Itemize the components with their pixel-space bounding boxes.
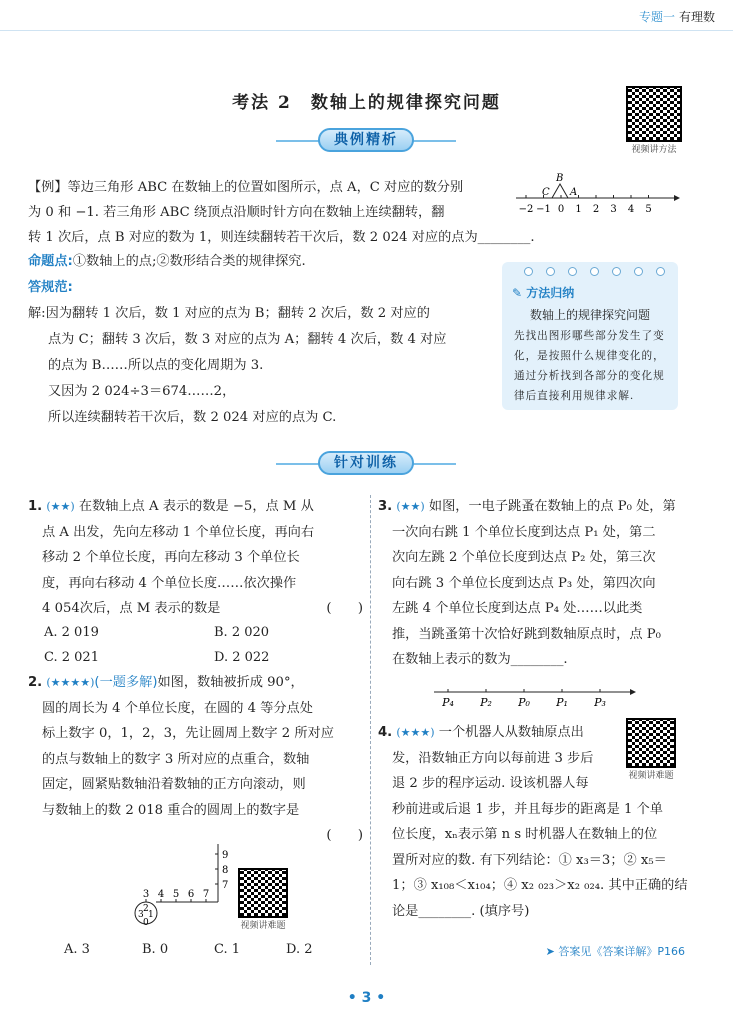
q4-line-2: 发，沿数轴正方向以每前进 3 步后 [392,750,594,766]
q4-line-5: 位长度，xₙ表示第 n s 时机器人在数轴上的位 [392,827,658,842]
h-axis-tick-label: 3 [142,889,150,900]
v-axis-tick-label: 7 [222,880,229,891]
axis-tick-label: 5 [645,204,652,215]
q4-number: 4. [378,725,393,740]
q3-line-6: 推，当跳蚤第十次恰好跳到数轴原点时，点 P₀ [392,626,661,642]
q1-line-2: 点 A 出发，先向左移动 1 个单位长度，再向右 [42,524,315,540]
q2-option-b[interactable]: B. 0 [142,942,169,957]
question-1 [28,494,363,622]
qr-code-icon [626,718,676,768]
q1-line-4: 度，再向右移动 4 个单位长度……依次操作 [42,575,297,591]
axis-tick-label: 1 [575,204,582,215]
qr-method[interactable] [626,86,682,155]
circle-digit-1: 1 [148,910,154,920]
q2-option-d[interactable]: D. 2 [286,942,313,957]
q3-number-line-figure [430,682,640,712]
topic-header [639,8,715,25]
q2-line-2: 圆的周长为 4 个单位长度，在圆的 4 等分点处 [42,700,313,716]
q2-line-1: 如图，数轴被折成 90°， [157,675,304,690]
solution-line-3: 的点为 B……所以点的变化周期为 3. [48,358,264,373]
q2-folded-axis-figure [126,842,232,938]
q1-line-5-row [28,596,363,622]
axis-tick-label: −1 [536,204,551,215]
q2-tag: (一题多解) [94,675,158,690]
q2-stars: (★★★★) [46,676,95,689]
q3-number: 3. [378,499,393,514]
solution-line-5: 所以连续翻转若干次后，数 2 024 对应的点为 C. [48,410,337,425]
q1-line-5: 4 054次后，点 M 表示的数是 [42,601,221,616]
ring-icon [524,267,533,276]
q1-number: 1. [28,499,43,514]
q3-line-3: 次向左跳 2 个单位长度到达点 P₂ 处，第三次 [392,550,656,565]
page-number-value: 3 [361,990,372,1006]
question-2 [28,670,363,849]
v-axis-tick-label: 9 [222,850,229,861]
h-axis-tick-label: 5 [172,889,180,900]
point-label: P₀ [518,696,530,709]
triangle-abc [552,184,568,198]
q2-line-6: 与数轴上的数 2 018 重合的圆周上的数字是 [42,802,300,818]
q3-line-7: 在数轴上表示的数为________. [392,652,568,667]
example-line-3: 转 1 次后，点 B 对应的数为 1，则连续翻转若干次后，数 2 024 对应的点为________. [28,230,535,245]
q4-line-1: 一个机器人从数轴原点出 [438,725,584,740]
point-label: P₂ [480,696,492,709]
q3-stars: (★★) [396,500,425,513]
ring-icon [568,267,577,276]
qr-label: 视频讲难题 [628,771,674,781]
section-title-examples: 典例精析 [318,128,414,152]
ring-icon [612,267,621,276]
page-title: 考法 2 数轴上的规律探究问题 [232,93,501,113]
label-b: B [556,173,564,184]
example-line-2: 为 0 和 −1. 若三角形 ABC 绕顶点沿顺时针方向在数轴上连续翻转，翻 [28,205,445,220]
method-head [512,284,574,301]
example-line-1: 【例】等边三角形 ABC 在数轴上的位置如图所示，点 A，C 对应的数分别 [28,180,464,195]
axis-tick-label: 0 [557,204,565,215]
answer-reference: ➤ 答案见《答案详解》P166 [545,945,685,958]
ring-icon [546,267,555,276]
q3-line-5: 左跳 4 个单位长度到达点 P₄ 处……以此类 [392,601,643,616]
mingti-text: ①数轴上的点;②数形结合类的规律探究. [72,254,306,269]
circle-digit-3: 3 [138,910,144,920]
axis-tick-label: 3 [610,204,617,215]
dagui-label: 答规范: [28,280,73,295]
axis-tick-label: 4 [627,204,635,215]
axis-tick-label: 2 [592,204,600,215]
point-label: P₃ [594,696,606,709]
ring-icon [634,267,643,276]
q1-answer-paren: ( ) [326,601,363,616]
solution-line-2: 点为 C；翻转 3 次后，数 3 对应的点为 A；翻转 4 次后，数 4 对应 [48,332,447,347]
page-number: • 3 • [347,990,386,1006]
column-divider [370,495,371,965]
qr-q4[interactable] [626,718,676,781]
pencil-icon: ✎ [512,286,527,300]
v-axis-tick-label: 8 [222,865,229,876]
qr-q2[interactable] [238,868,288,931]
point-label: P₁ [556,696,568,709]
q3-line-2: 一次向右跳 1 个单位长度到达点 P₁ 处，第二 [392,524,656,540]
ring-icon [590,267,599,276]
q4-line-8: 论是________. (填序号) [392,903,530,919]
method-subtitle: 数轴上的规律探究问题 [529,308,650,322]
label-c: C [542,187,550,198]
axis-arrow [630,689,636,695]
section-title-practice: 针对训练 [318,451,414,475]
qr-code-icon [238,868,288,918]
mingti-row [28,250,306,269]
method-head-text: 方法归纳 [526,286,575,300]
q1-stars: (★★) [46,500,75,513]
q1-option-c[interactable]: C. 2 021 [44,650,99,665]
q4-line-4: 秒前进或后退 1 步，并且每步的距离是 1 个单 [392,801,663,817]
qr-label: 视频讲方法 [631,145,677,155]
h-axis-tick-label: 4 [157,889,165,900]
q1-line-3: 移动 2 个单位长度，再向左移动 3 个单位长 [42,550,300,565]
topic-number: 专题一 [638,10,675,24]
q1-option-a[interactable]: A. 2 019 [44,625,99,640]
mingti-label: 命题点: [28,254,73,269]
q4-stars: (★★★) [396,726,435,739]
q2-option-c[interactable]: C. 1 [214,942,241,957]
h-axis-tick-label: 6 [187,889,195,900]
q2-answer-paren: ( ) [326,828,363,843]
q1-line-1: 在数轴上点 A 表示的数是 −5，点 M 从 [78,499,314,514]
point-label: P₄ [442,696,454,709]
topic-name: 有理数 [678,10,715,24]
axis-arrow [674,195,680,201]
axis-tick-label: −2 [518,204,534,215]
solution-line-1: 解:因为翻转 1 次后，数 1 对应的点为 B；翻转 2 次后，数 2 对应的 [28,306,430,321]
q3-line-1: 如图，一电子跳蚤在数轴上的点 P₀ 处，第 [428,499,676,514]
label-a: A [570,187,578,198]
q2-line-3: 标上数字 0，1，2，3，先让圆周上数字 2 所对应 [42,726,334,741]
q4-line-3: 退 2 步的程序运动. 设该机器人每 [392,776,589,791]
circle-digit-0: 0 [143,918,149,928]
solution-line-4: 又因为 2 024÷3＝674……2， [48,384,236,399]
question-3 [378,494,713,673]
q2-number: 2. [28,675,43,690]
method-text: 先找出图形哪些部分发生了变化，是按照什么规律变化的，通过分析找到各部分的变化规律后直接利用规律求解. [514,330,665,402]
q1-option-b[interactable]: B. 2 020 [214,625,270,640]
header-divider [0,30,733,31]
circle-digit-2: 2 [143,904,149,914]
q3-line-4: 向右跳 3 个单位长度到达点 P₃ 处，第四次向 [392,575,656,591]
q2-option-a[interactable]: A. 3 [64,942,90,957]
qr-label: 视频讲难题 [240,921,286,931]
q1-option-d[interactable]: D. 2 022 [214,650,270,665]
qr-code-icon [626,86,682,142]
h-axis-tick-label: 7 [202,889,210,900]
q4-line-7: 1；③ x₁₀₈＜x₁₀₄；④ x₂ ₀₂₃＞x₂ ₀₂₄. 其中正确的结 [392,878,688,893]
q4-line-6: 置所对应的数. 有下列结论：① x₃＝3；② x₅＝ [392,852,667,868]
example-number-line-figure [512,168,682,220]
ring-icon [656,267,665,276]
q2-line-4: 的点与数轴上的数字 3 所对应的点重合，数轴 [42,751,310,767]
method-summary-box [502,262,678,410]
q2-line-5: 固定，圆紧贴数轴沿着数轴的正方向滚动，则 [42,777,306,792]
